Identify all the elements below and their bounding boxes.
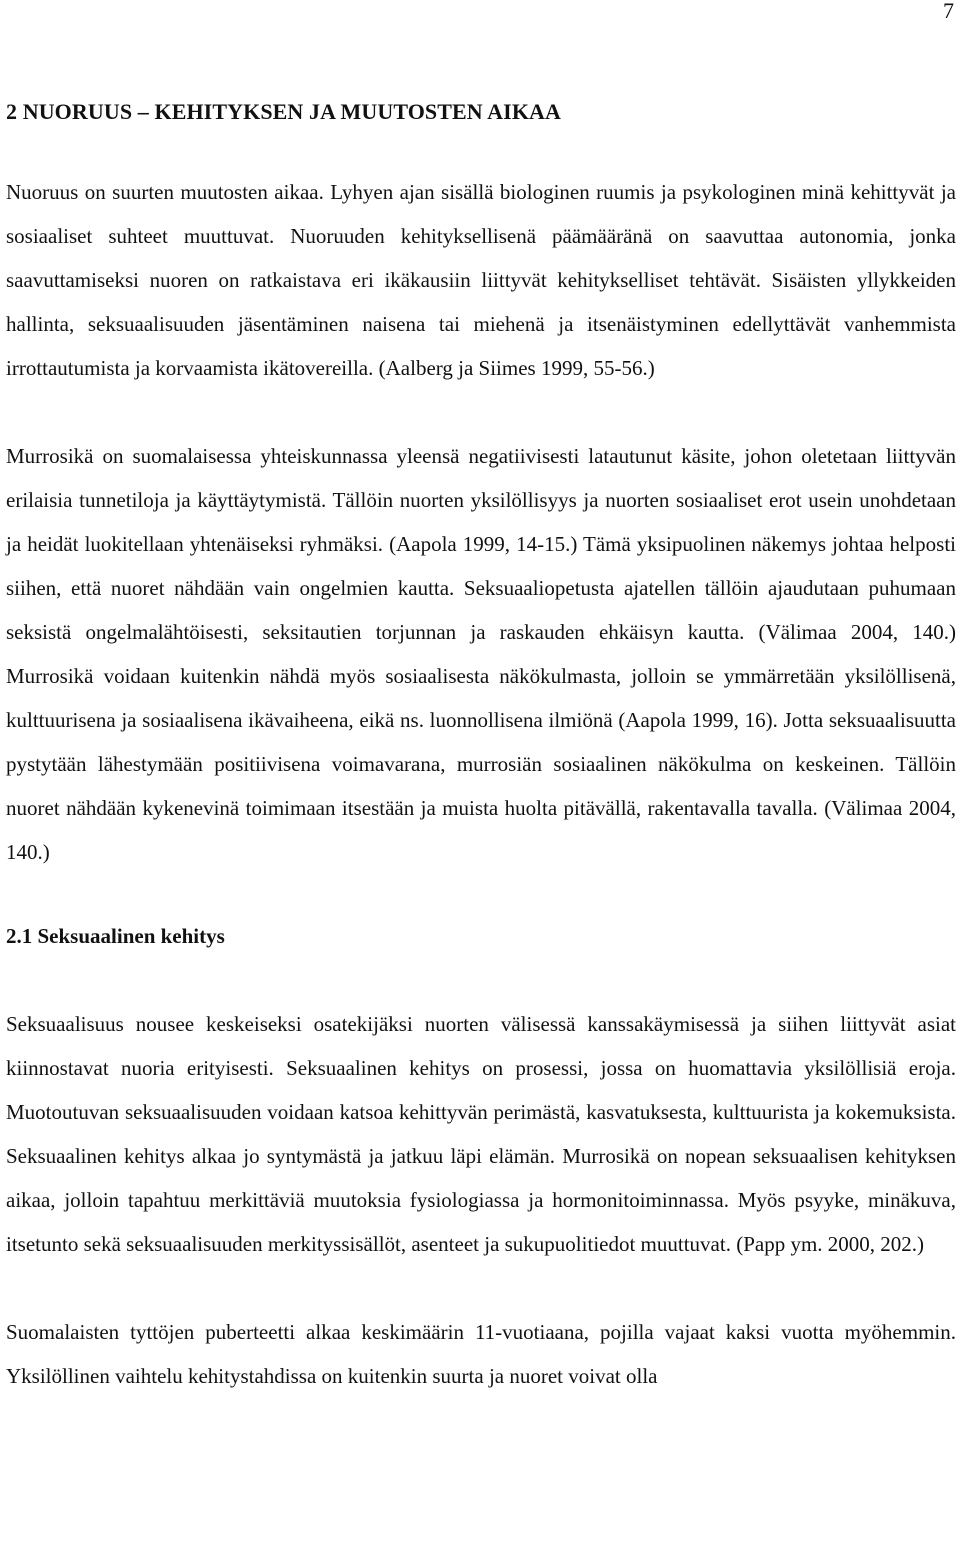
paragraph-section-1: Seksuaalisuus nousee keskeiseksi osatekijäksi nuorten välisessä kanssakäymisessä ja siihen liittyvät asiat kiinnostavat nuoria erityisesti. Seksuaalinen kehitys on prosessi, jossa on huomattavia yksilöllisiä eroja. Muotoutuvan seksuaalisuuden voidaan katsoa kehittyvän perimästä, kasvatuksesta, kulttuurista ja kokemuksista. Seksuaalinen kehitys alkaa jo syntymästä ja jatkuu läpi elämän. Murrosikä on nopean seksuaalisen kehityksen aikaa, jolloin tapahtuu merkittäviä muutoksia fysiologiassa ja hormonitoiminnassa. Myös psyyke, minäkuva, itsetunto sekä seksuaalisuuden merkityssisällöt, asenteet ja sukupuolitiedot muuttuvat. (Papp ym. 2000, 202.) (6, 1012, 956, 1256)
paragraph-intro-2: Murrosikä on suomalaisessa yhteiskunnassa yleensä negatiivisesti latautunut käsite, johon oletetaan liittyvän erilaisia tunnetiloja ja käyttäytymistä. Tällöin nuorten yksilöllisyys ja nuorten sosiaaliset erot usein unohdetaan ja heidät luokitellaan yhtenäiseksi ryhmäksi. (Aapola 1999, 14-15.) Tämä yksipuolinen näkemys johtaa helposti siihen, että nuoret nähdään vain ongelmien kautta. Seksuaaliopetusta ajatellen tällöin ajaudutaan puhumaan seksistä ongelmalähtöisesti, seksitautien torjunnan ja raskauden ehkäisyn kautta. (Välimaa 2004, 140.) Murrosikä voidaan kuitenkin nähdä myös sosiaalisesta näkökulmasta, jolloin se ymmärretään yksilöllisenä, kulttuurisena ja sosiaalisena ikävaiheena, eikä ns. luonnollisena ilmiönä (Aapola 1999, 16). Jotta seksuaalisuutta pystytään lähestymään positiivisena voimavarana, murrosiän sosiaalinen näkökulma on keskeinen. Tällöin nuoret nähdään kykenevinä toimimaan itsestään ja muista huolta pitävällä, rakentavalla tavalla. (Välimaa 2004, 140.) (6, 444, 956, 864)
document-body (6, 96, 956, 1398)
section-title: 2.1 Seksuaalinen kehitys (6, 924, 225, 948)
chapter-title: 2 NUORUUS – KEHITYKSEN JA MUUTOSTEN AIKAA (6, 99, 562, 124)
page-number: 7 (943, 0, 954, 23)
paragraph-section-2: Suomalaisten tyttöjen puberteetti alkaa keskimäärin 11-vuotiaana, pojilla vajaat kaksi vuotta myöhemmin. Yksilöllinen vaihtelu kehitystahdissa on kuitenkin suurta ja nuoret voivat olla (6, 1320, 956, 1388)
paragraph-intro-1: Nuoruus on suurten muutosten aikaa. Lyhyen ajan sisällä biologinen ruumis ja psykologinen minä kehittyvät ja sosiaaliset suhteet muuttuvat. Nuoruuden kehityksellisenä päämääränä on saavuttaa autonomia, jonka saavuttamiseksi nuoren on ratkaistava eri ikäkausiin liittyvät kehitykselliset tehtävät. Sisäisten yllykkeiden hallinta, seksuaalisuuden jäsentäminen naisena tai miehenä ja itsenäistyminen edellyttävät vanhemmista irrottautumista ja korvaamista ikätovereilla. (Aalberg ja Siimes 1999, 55-56.) (6, 180, 956, 380)
